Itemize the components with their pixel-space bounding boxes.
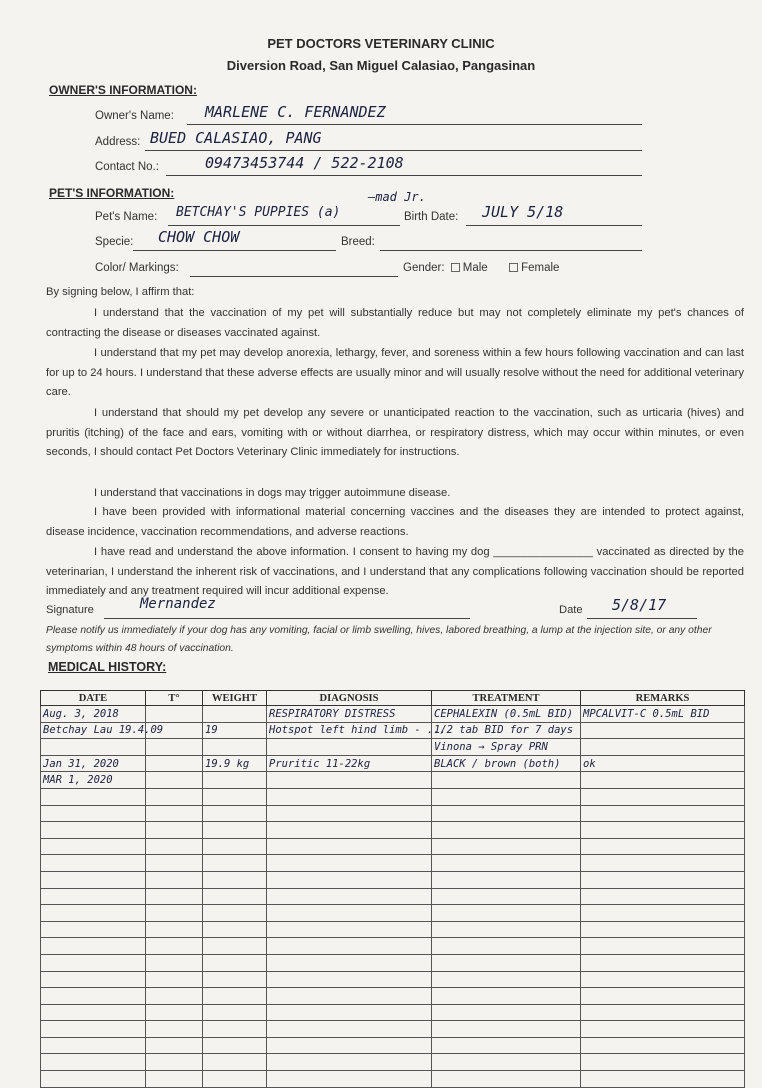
cell-temperature[interactable]: [146, 1071, 203, 1088]
gender-label: Gender:: [403, 262, 445, 274]
cell-treatment[interactable]: [432, 1071, 581, 1088]
table-row: [41, 788, 745, 805]
consent-paragraph-1-text: I understand that the vaccination of my pet will substantially reduce but may not completely eliminate my pet's chances of contracting the disease or diseases vaccinated against.: [46, 307, 744, 339]
table-row: [41, 988, 745, 1005]
cell-diagnosis[interactable]: [267, 838, 432, 855]
cell-weight[interactable]: [203, 838, 267, 855]
cell-diagnosis[interactable]: [267, 871, 432, 888]
column-header-temperature: T°: [146, 691, 203, 706]
column-header-weight: WEIGHT: [203, 691, 267, 706]
consent-paragraph-4-text: I understand that vaccinations in dogs may trigger autoimmune disease.: [94, 487, 451, 499]
cell-weight[interactable]: [203, 706, 267, 723]
cell-weight[interactable]: [203, 938, 267, 955]
gender-male-checkbox[interactable]: [451, 263, 460, 272]
cell-weight[interactable]: [203, 1071, 267, 1088]
owner-section-title: OWNER'S INFORMATION:: [49, 83, 197, 97]
cell-weight[interactable]: [203, 855, 267, 872]
cell-remarks[interactable]: [581, 739, 745, 756]
color-markings-label: Color/ Markings:: [95, 262, 179, 274]
cell-treatment[interactable]: [432, 1037, 581, 1054]
table-row: [41, 938, 745, 955]
cell-date[interactable]: [41, 921, 146, 938]
owner-name-label: Owner's Name:: [95, 110, 174, 122]
consent-paragraph-5: [46, 503, 744, 542]
cell-temperature[interactable]: [146, 788, 203, 805]
owner-name-line: [187, 124, 642, 125]
cell-diagnosis[interactable]: Hotspot left hind limb - ...: [267, 722, 432, 739]
cell-weight[interactable]: [203, 772, 267, 789]
cell-temperature[interactable]: [146, 905, 203, 922]
pet-name-label: Pet's Name:: [95, 211, 158, 223]
owner-address-line: [145, 150, 642, 151]
cell-temperature[interactable]: [146, 1037, 203, 1054]
cell-date[interactable]: [41, 888, 146, 905]
cell-remarks[interactable]: [581, 905, 745, 922]
cell-treatment[interactable]: 1/2 tab BID for 7 days: [432, 722, 581, 739]
cell-weight[interactable]: [203, 888, 267, 905]
cell-diagnosis[interactable]: [267, 739, 432, 756]
cell-date[interactable]: MAR 1, 2020: [41, 772, 146, 789]
table-row: [41, 1004, 745, 1021]
cell-remarks[interactable]: [581, 722, 745, 739]
cell-weight[interactable]: [203, 1054, 267, 1071]
cell-remarks[interactable]: [581, 822, 745, 839]
cell-diagnosis[interactable]: [267, 772, 432, 789]
cell-diagnosis[interactable]: [267, 971, 432, 988]
cell-weight[interactable]: [203, 805, 267, 822]
specie-label: Specie:: [95, 236, 134, 248]
cell-date[interactable]: Betchay Lau 19.4.09: [41, 722, 146, 739]
specie-line: [133, 250, 336, 251]
cell-temperature[interactable]: [146, 988, 203, 1005]
owner-address-value[interactable]: BUED CALASIAO, PANG: [150, 129, 322, 147]
consent-paragraph-6: [46, 543, 744, 602]
notice-text: Please notify us immediately if your dog has any vomiting, facial or limb swelling, hives, labored breathing, a lump at the injection site, or any other symptoms within 48 hours of vaccination.: [46, 625, 712, 654]
cell-treatment[interactable]: [432, 954, 581, 971]
cell-treatment[interactable]: [432, 1021, 581, 1038]
cell-temperature[interactable]: [146, 706, 203, 723]
table-row: [41, 971, 745, 988]
birth-date-label: Birth Date:: [404, 211, 459, 223]
cell-weight[interactable]: [203, 1037, 267, 1054]
table-row: [41, 954, 745, 971]
gender-female-label: Female: [521, 262, 560, 274]
table-row: [41, 855, 745, 872]
cell-temperature[interactable]: [146, 1054, 203, 1071]
cell-remarks[interactable]: MPCALVIT-C 0.5mL BID: [581, 706, 745, 723]
cell-treatment[interactable]: [432, 971, 581, 988]
table-row: [41, 739, 745, 756]
cell-diagnosis[interactable]: [267, 1071, 432, 1088]
breed-label: Breed:: [341, 236, 375, 248]
table-row: [41, 822, 745, 839]
table-row: [41, 805, 745, 822]
column-header-treatment: TREATMENT: [432, 691, 581, 706]
cell-temperature[interactable]: [146, 1021, 203, 1038]
consent-intro: By signing below, I affirm that:: [46, 286, 195, 298]
consent-paragraph-2-text: I understand that my pet may develop anorexia, lethargy, fever, and soreness within a few hours following vaccination and can last for up to 24 hours. I understand that these adverse effects are usually minor and will usually resolve without the need for additional veterinary care.: [46, 347, 744, 399]
owner-contact-value[interactable]: 09473453744 / 522-2108: [205, 154, 404, 172]
cell-diagnosis[interactable]: [267, 888, 432, 905]
date-line: [587, 618, 697, 619]
cell-treatment[interactable]: [432, 838, 581, 855]
cell-remarks[interactable]: [581, 1021, 745, 1038]
cell-temperature[interactable]: [146, 888, 203, 905]
cell-treatment[interactable]: CEPHALEXIN (0.5mL BID): [432, 706, 581, 723]
consent-paragraph-4: [46, 484, 744, 504]
cell-weight[interactable]: [203, 954, 267, 971]
signature-label: Signature: [46, 604, 94, 616]
cell-date[interactable]: [41, 1004, 146, 1021]
cell-diagnosis[interactable]: [267, 954, 432, 971]
cell-remarks[interactable]: [581, 805, 745, 822]
table-row: [41, 706, 745, 723]
cell-diagnosis[interactable]: [267, 1054, 432, 1071]
cell-temperature[interactable]: [146, 822, 203, 839]
column-header-remarks: REMARKS: [581, 691, 745, 706]
cell-weight[interactable]: [203, 871, 267, 888]
cell-temperature[interactable]: [146, 1004, 203, 1021]
cell-remarks[interactable]: ok: [581, 755, 745, 772]
color-markings-line: [190, 276, 398, 277]
cell-remarks[interactable]: [581, 871, 745, 888]
clinic-name: PET DOCTORS VETERINARY CLINIC: [267, 36, 495, 51]
cell-diagnosis[interactable]: [267, 921, 432, 938]
cell-treatment[interactable]: Vinona → Spray PRN: [432, 739, 581, 756]
cell-treatment[interactable]: [432, 938, 581, 955]
cell-temperature[interactable]: [146, 739, 203, 756]
owner-name-value[interactable]: MARLENE C. FERNANDEZ: [205, 103, 386, 121]
table-row: [41, 1037, 745, 1054]
cell-remarks[interactable]: [581, 1004, 745, 1021]
cell-weight[interactable]: [203, 988, 267, 1005]
signature-value[interactable]: Mernandez: [140, 596, 216, 612]
cell-date[interactable]: [41, 905, 146, 922]
specie-value[interactable]: CHOW CHOW: [158, 228, 240, 246]
date-value[interactable]: 5/8/17: [612, 596, 667, 614]
cell-remarks[interactable]: [581, 921, 745, 938]
cell-date[interactable]: [41, 739, 146, 756]
cell-diagnosis[interactable]: [267, 1021, 432, 1038]
cell-temperature[interactable]: [146, 855, 203, 872]
birth-date-line: [466, 225, 642, 226]
table-row: [41, 722, 745, 739]
pet-name-note: —mad Jr.: [368, 190, 426, 204]
cell-temperature[interactable]: [146, 805, 203, 822]
cell-treatment[interactable]: [432, 1004, 581, 1021]
cell-diagnosis[interactable]: [267, 822, 432, 839]
table-row: [41, 921, 745, 938]
cell-diagnosis[interactable]: [267, 788, 432, 805]
cell-treatment[interactable]: [432, 1054, 581, 1071]
owner-address-label: Address:: [95, 136, 141, 148]
birth-date-value[interactable]: JULY 5/18: [482, 203, 564, 221]
cell-remarks[interactable]: [581, 855, 745, 872]
cell-treatment[interactable]: BLACK / brown (both): [432, 755, 581, 772]
cell-treatment[interactable]: [432, 888, 581, 905]
cell-diagnosis[interactable]: [267, 1004, 432, 1021]
cell-weight[interactable]: [203, 788, 267, 805]
cell-remarks[interactable]: [581, 954, 745, 971]
cell-treatment[interactable]: [432, 855, 581, 872]
gender-male-label: Male: [462, 262, 488, 274]
cell-remarks[interactable]: [581, 1071, 745, 1088]
cell-treatment[interactable]: [432, 772, 581, 789]
cell-date[interactable]: [41, 1071, 146, 1088]
cell-date[interactable]: [41, 971, 146, 988]
cell-date[interactable]: [41, 788, 146, 805]
date-label: Date: [559, 604, 583, 616]
pet-section-title: PET'S INFORMATION:: [49, 186, 175, 200]
owner-contact-line: [166, 175, 642, 176]
table-row: [41, 1021, 745, 1038]
cell-weight[interactable]: [203, 905, 267, 922]
cell-date[interactable]: Aug. 3, 2018: [41, 706, 146, 723]
cell-remarks[interactable]: [581, 772, 745, 789]
cell-weight[interactable]: 19: [203, 722, 267, 739]
pet-name-value[interactable]: BETCHAY'S PUPPIES (a): [176, 205, 341, 220]
cell-date[interactable]: [41, 1021, 146, 1038]
gender-field: [403, 262, 559, 274]
cell-diagnosis[interactable]: [267, 905, 432, 922]
cell-diagnosis[interactable]: [267, 938, 432, 955]
cell-temperature[interactable]: [146, 921, 203, 938]
cell-diagnosis[interactable]: [267, 805, 432, 822]
cell-treatment[interactable]: [432, 805, 581, 822]
breed-line: [380, 250, 642, 251]
cell-remarks[interactable]: [581, 938, 745, 955]
table-row: [41, 1071, 745, 1088]
table-row: [41, 905, 745, 922]
cell-date[interactable]: Jan 31, 2020: [41, 755, 146, 772]
owner-contact-label: Contact No.:: [95, 161, 159, 173]
cell-weight[interactable]: [203, 1021, 267, 1038]
consent-paragraph-2: [46, 344, 744, 403]
cell-temperature[interactable]: [146, 971, 203, 988]
cell-diagnosis[interactable]: Pruritic 11-22kg: [267, 755, 432, 772]
cell-date[interactable]: [41, 871, 146, 888]
clinic-address: Diversion Road, San Miguel Calasiao, Pangasinan: [226, 58, 536, 73]
signature-line: [104, 618, 470, 619]
cell-weight[interactable]: [203, 921, 267, 938]
table-row: [41, 871, 745, 888]
cell-treatment[interactable]: [432, 871, 581, 888]
cell-temperature[interactable]: [146, 938, 203, 955]
cell-temperature[interactable]: [146, 755, 203, 772]
cell-date[interactable]: [41, 988, 146, 1005]
medical-history-table: [40, 690, 745, 1088]
medical-history-body: [41, 706, 745, 1088]
cell-remarks[interactable]: [581, 838, 745, 855]
consent-paragraph-1: [46, 304, 744, 343]
gender-female-checkbox[interactable]: [509, 263, 518, 272]
cell-remarks[interactable]: [581, 888, 745, 905]
table-row: [41, 755, 745, 772]
cell-diagnosis[interactable]: [267, 988, 432, 1005]
cell-weight[interactable]: [203, 1004, 267, 1021]
cell-temperature[interactable]: [146, 954, 203, 971]
table-row: [41, 888, 745, 905]
cell-diagnosis[interactable]: [267, 855, 432, 872]
cell-treatment[interactable]: [432, 822, 581, 839]
cell-treatment[interactable]: [432, 988, 581, 1005]
cell-temperature[interactable]: [146, 871, 203, 888]
consent-paragraph-5-text: I have been provided with informational material concerning vaccines and the diseases they are intended to protect against, disease incidence, vaccination recommendations, and adverse reactions.: [46, 506, 744, 538]
medical-history-header-row: [41, 691, 745, 706]
pet-name-line: [168, 225, 400, 226]
consent-paragraph-3-text: I understand that should my pet develop any severe or unanticipated reaction to the vaccination, such as urticaria (hives) and pruritis (itching) of the face and ears, vomiting with or without diarrhea, or respiratory distress, which may occur within minutes, or even seconds, I should contact Pet Doctors Veterinary Clinic immediately for instructions.: [46, 407, 744, 459]
consent-paragraph-3: [46, 404, 744, 463]
cell-weight[interactable]: [203, 739, 267, 756]
cell-remarks[interactable]: [581, 1054, 745, 1071]
table-row: [41, 772, 745, 789]
cell-date[interactable]: [41, 855, 146, 872]
cell-date[interactable]: [41, 1054, 146, 1071]
cell-remarks[interactable]: [581, 1037, 745, 1054]
cell-temperature[interactable]: [146, 772, 203, 789]
cell-treatment[interactable]: [432, 921, 581, 938]
cell-remarks[interactable]: [581, 788, 745, 805]
cell-treatment[interactable]: [432, 905, 581, 922]
cell-treatment[interactable]: [432, 788, 581, 805]
medical-history-title: MEDICAL HISTORY:: [48, 660, 167, 674]
cell-temperature[interactable]: [146, 838, 203, 855]
cell-weight[interactable]: 19.9 kg: [203, 755, 267, 772]
cell-date[interactable]: [41, 1037, 146, 1054]
cell-diagnosis[interactable]: [267, 1037, 432, 1054]
cell-date[interactable]: [41, 822, 146, 839]
cell-date[interactable]: [41, 838, 146, 855]
table-row: [41, 838, 745, 855]
cell-remarks[interactable]: [581, 988, 745, 1005]
column-header-date: DATE: [41, 691, 146, 706]
cell-weight[interactable]: [203, 971, 267, 988]
column-header-diagnosis: DIAGNOSIS: [267, 691, 432, 706]
cell-date[interactable]: [41, 805, 146, 822]
consent-paragraph-6-text: I have read and understand the above information. I consent to having my dog ________________ vaccinated as directed by the veterinarian, I understand the inherent risk of vaccinations, and I understand that any complications following vaccination should be reported immediately and any treatment required will incur additional expense.: [46, 546, 744, 598]
cell-diagnosis[interactable]: RESPIRATORY DISTRESS: [267, 706, 432, 723]
cell-date[interactable]: [41, 954, 146, 971]
cell-weight[interactable]: [203, 822, 267, 839]
cell-remarks[interactable]: [581, 971, 745, 988]
table-row: [41, 1054, 745, 1071]
cell-date[interactable]: [41, 938, 146, 955]
